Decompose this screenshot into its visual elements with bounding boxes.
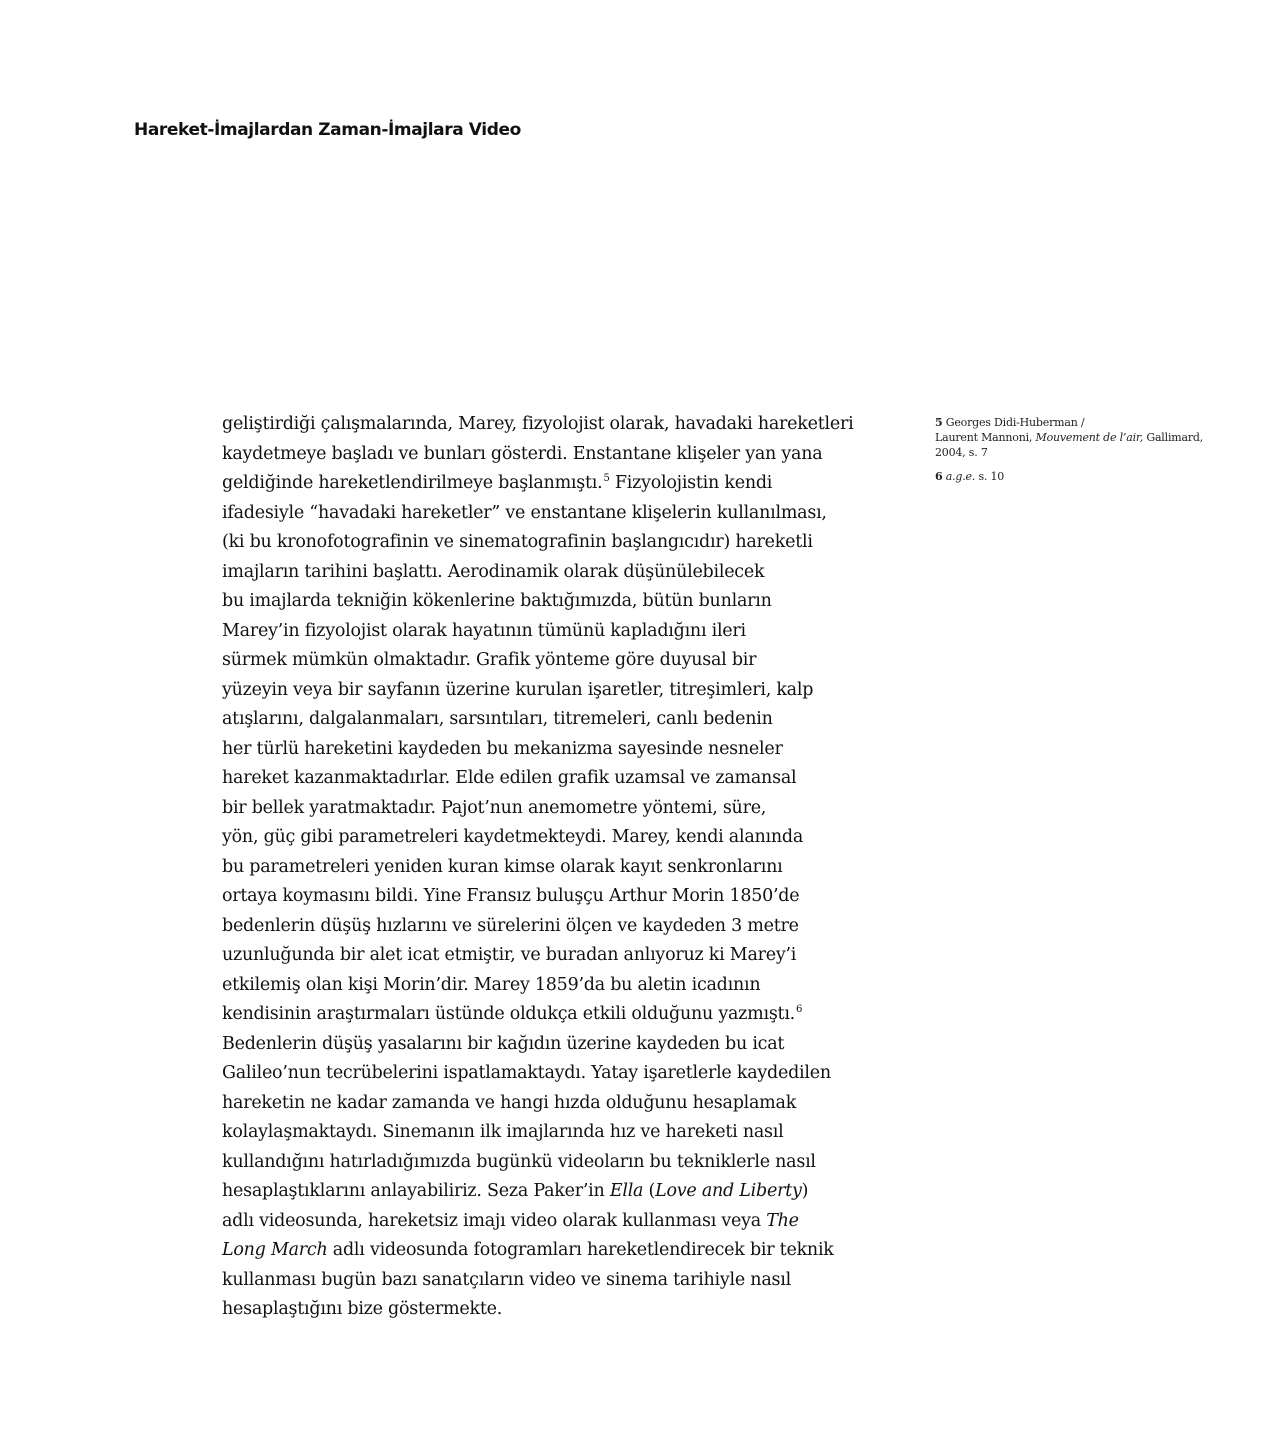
footnote-number: 5 — [935, 416, 943, 429]
running-title: Hareket-İmajlardan Zaman-İmajlara Video — [134, 120, 521, 140]
text-line: geliştirdiği çalışmalarında, Marey, fizyolojist olarak, havadaki hareketleri — [222, 414, 854, 434]
text-line: uzunluğunda bir alet icat etmiştir, ve buradan anlıyoruz ki Marey’i — [222, 945, 797, 965]
text-segment: geldiğinde hareketlendirilmeye başlanmıştı. — [222, 473, 603, 493]
footnote-line — [935, 469, 1235, 484]
footnote-6 — [935, 469, 1235, 484]
text-line: Bedenlerin düşüş yasalarını bir kağıdın üzerine kaydeden bu icat — [222, 1033, 785, 1054]
italic-title-love-and-liberty: Love and Liberty — [655, 1181, 802, 1201]
text-line: Galileo’nun tecrübelerini ispatlamaktaydı. Yatay işaretlerle kaydedilen — [222, 1063, 831, 1083]
text-line: bedenlerin düşüş hızlarını ve sürelerini ölçen ve kaydeden 3 metre — [222, 915, 799, 936]
text-line: kolaylaşmaktaydı. Sinemanın ilk imajlarında hız ve hareketi nasıl — [222, 1122, 784, 1142]
footnotes-column — [935, 415, 1235, 493]
footnote-italic-abbr: a.g.e. — [945, 470, 976, 483]
text-line: hesaplaştığını bize göstermekte. — [222, 1299, 503, 1319]
text-line: atışlarını, dalgalanmaları, sarsıntıları, titremeleri, canlı bedenin — [222, 709, 773, 729]
text-line: kullanması bugün bazı sanatçıların video ve sinema tarihiyle nasıl — [222, 1269, 791, 1290]
text-line: bu parametreleri yeniden kuran kimse olarak kayıt senkronlarını — [222, 856, 783, 877]
footnote-text: s. 10 — [975, 470, 1005, 483]
text-line: kaydetmeye başladı ve bunları gösterdi. Enstantane klişeler yan yana — [222, 443, 823, 464]
text-line: hareketin ne kadar zamanda ve hangi hızda olduğunu hesaplamak — [222, 1092, 797, 1113]
text-line — [222, 1000, 922, 1030]
footnote-text: Laurent Mannoni, — [935, 431, 1036, 444]
text-line: bir bellek yaratmaktadır. Pajot’nun anemometre yöntemi, süre, — [222, 797, 767, 818]
text-segment: ( — [643, 1181, 656, 1201]
text-segment: hesaplaştıklarını anlayabiliriz. Seza Paker’in — [222, 1181, 610, 1201]
text-line: bu imajlarda tekniğin kökenlerine baktığımızda, bütün bunların — [222, 591, 772, 611]
footnote-italic-title: Mouvement de l’air, — [1035, 431, 1144, 444]
footnote-line — [935, 430, 1235, 445]
text-line: Marey’in fizyolojist olarak hayatının tümünü kapladığını ileri — [222, 620, 746, 641]
text-line — [222, 1177, 922, 1207]
text-line — [222, 1207, 922, 1237]
text-line: imajların tarihini başlattı. Aerodinamik olarak düşünülebilecek — [222, 561, 765, 582]
text-line: her türlü hareketini kaydeden bu mekanizma sayesinde nesneler — [222, 738, 783, 759]
footnote-text: Georges Didi-Huberman / — [942, 416, 1085, 429]
text-line: yön, güç gibi parametreleri kaydetmekteydi. Marey, kendi alanında — [222, 827, 804, 847]
text-line: hareket kazanmaktadırlar. Elde edilen grafik uzamsal ve zamansal — [222, 768, 797, 788]
text-segment: ) — [801, 1181, 809, 1201]
text-line: ifadesiyle “havadaki hareketler” ve enstantane klişelerin kullanılması, — [222, 502, 827, 523]
italic-title-ella: Ella — [609, 1181, 644, 1201]
footnote-line — [935, 415, 1235, 430]
text-segment: adlı videosunda, hareketsiz imajı video olarak kullanması veya — [222, 1210, 767, 1231]
body-text — [222, 410, 922, 1325]
footnote-ref-5: 5 — [603, 473, 610, 484]
text-line: yüzeyin veya bir sayfanın üzerine kurulan işaretler, titreşimleri, kalp — [222, 679, 814, 700]
text-line: kullandığını hatırladığımızda bugünkü videoların bu tekniklerle nasıl — [222, 1151, 816, 1172]
text-segment: kendisinin araştırmaları üstünde oldukça etkili olduğunu yazmıştı. — [222, 1004, 795, 1024]
footnote-5 — [935, 415, 1235, 460]
text-line — [222, 469, 922, 499]
text-line: etkilemiş olan kişi Morin’dir. Marey 1859’da bu aletin icadının — [222, 974, 761, 995]
text-line: ortaya koymasını bildi. Yine Fransız buluşçu Arthur Morin 1850’de — [222, 886, 800, 906]
italic-title-the-long-march: The — [766, 1210, 799, 1231]
footnote-line: 2004, s. 7 — [935, 446, 988, 459]
text-line: sürmek mümkün olmaktadır. Grafik yönteme göre duyusal bir — [222, 650, 757, 670]
text-segment: adlı videosunda fotogramları hareketlendirecek bir teknik — [327, 1240, 834, 1260]
italic-title-the-long-march: Long March — [222, 1240, 328, 1260]
footnote-number: 6 — [935, 470, 943, 483]
text-line: (ki bu kronofotografinin ve sinematografinin başlangıcıdır) hareketli — [222, 532, 813, 552]
footnote-ref-6: 6 — [796, 1004, 803, 1015]
text-line — [222, 1236, 922, 1266]
text-segment: Fizyolojistin kendi — [609, 473, 773, 493]
footnote-text: Gallimard, — [1143, 431, 1204, 444]
